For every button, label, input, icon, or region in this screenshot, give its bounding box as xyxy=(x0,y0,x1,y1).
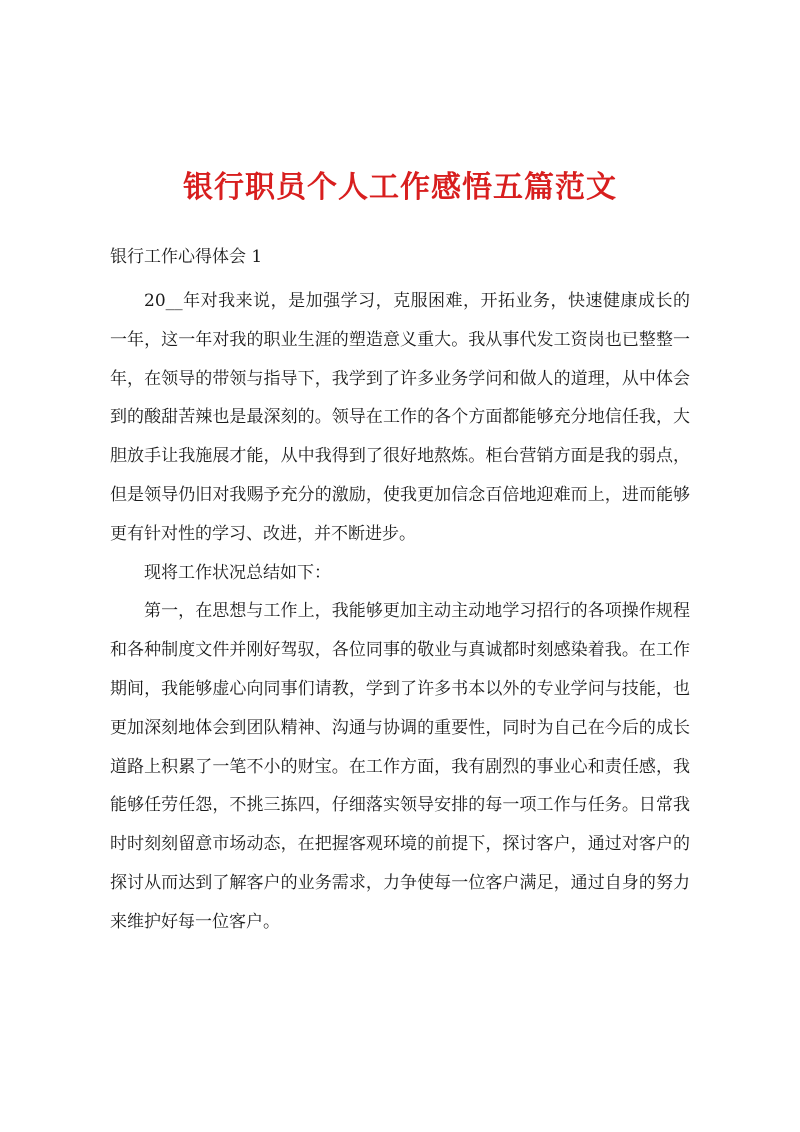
document-title: 银行职员个人工作感悟五篇范文 xyxy=(183,170,617,205)
section-heading: 银行工作心得体会 1 xyxy=(110,247,263,267)
paragraph-first-point: 第一，在思想与工作上，我能够更加主动主动地学习招行的各项操作规程和各种制度文件并刚好驾驭，各位同事的敬业与真诚都时刻感染着我。在工作期间，我能够虚心向同事们请教，学到了许多书本以外的专业学问与技能，也更加深刻地体会到团队精神、沟通与协调的重要性，同时为自己在今后的成长道路上积累了一笔不小的财宝。在工作方面，我有剧烈的事业心和责任感，我能够任劳任怨，不挑三拣四，仔细落实领导安排的每一项工作与任务。日常我时时刻刻留意市场动态，在把握客观环境的前提下，探讨客户，通过对客户的探讨从而达到了解客户的业务需求，力争使每一位客户满足，通过自身的努力来维护好每一位客户。 xyxy=(110,601,690,932)
paragraph-intro: 20__年对我来说，是加强学习，克服困难，开拓业务，快速健康成长的一年，这一年对我的职业生涯的塑造意义重大。我从事代发工资岗也已整整一年，在领导的带领与指导下，我学到了许多业务学问和做人的道理，从中体会到的酸甜苦辣也是最深刻的。领导在工作的各个方面都能够充分地信任我，大胆放手让我施展才能，从中我得到了很好地熬炼。柜台营销方面是我的弱点，但是领导仍旧对我赐予充分的激励，使我更加信念百倍地迎难而上，进而能够更有针对性的学习、改进，并不断进步。 xyxy=(110,291,690,544)
paragraph-summary-lead: 现将工作状况总结如下： xyxy=(144,562,331,583)
document-body xyxy=(110,282,690,942)
